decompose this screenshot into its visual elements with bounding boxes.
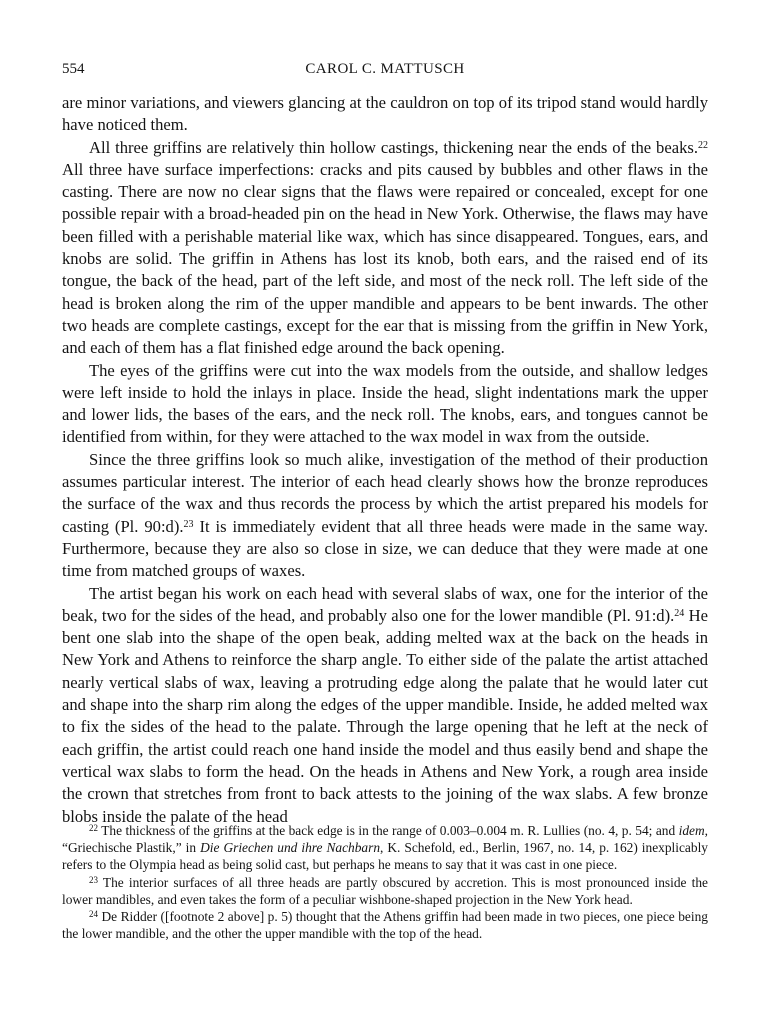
footnote-ref-23[interactable]: 23 bbox=[183, 518, 194, 530]
page-number: 554 bbox=[62, 61, 85, 77]
footnote-text: , “Griechische Plastik,” in bbox=[62, 823, 708, 856]
footnote-ref-22[interactable]: 22 bbox=[698, 139, 708, 151]
paragraph-text: Since the three griffins look so much alike, investigation of the method of their production assumes particular interest. The interior of each head clearly shows how the bronze reproduces the surface of the wax and thus records the process by which the artist prepared his models for casting (Pl. 90:d). bbox=[62, 449, 708, 536]
footnote-number: 24 bbox=[89, 909, 98, 920]
paragraph-text: are minor variations, and viewers glancing at the cauldron on top of its tripod stand would hardly have noticed them. bbox=[62, 93, 708, 135]
paragraph-text: The eyes of the griffins were cut into the wax models from the outside, and shallow ledges were left inside to hold the inlays in place. Inside the head, slight indentations mark the upper and lower lids, the bases of the ears, and the neck roll. The knobs, ears, and tongues cannot be identified from within, for they were attached to the wax model in wax from the outside. bbox=[62, 360, 708, 447]
footnote-23 bbox=[62, 874, 708, 908]
paragraph bbox=[62, 449, 708, 583]
footnote-ref-24[interactable]: 24 bbox=[674, 607, 685, 619]
body-text bbox=[62, 92, 708, 828]
page-header bbox=[62, 57, 708, 81]
paragraph bbox=[62, 137, 708, 360]
footnote-22 bbox=[62, 822, 708, 874]
footnote-number: 23 bbox=[89, 874, 98, 885]
running-head: CAROL C. MATTUSCH bbox=[305, 61, 465, 77]
footnote-text: The thickness of the griffins at the back edge is in the range of 0.003–0.004 m. R. Lullies (no. 4, p. 54; and bbox=[98, 823, 679, 838]
paragraph bbox=[62, 92, 708, 137]
paragraph-text: It is immediately evident that all three heads were made in the same way. Furthermore, because they are also so close in size, we can deduce that they were made at one time from matched groups of waxes. bbox=[62, 516, 708, 581]
footnote-text: , K. Schefold, ed., Berlin, 1967, no. 14, p. 162) inexplicably refers to the Olympia head as being solid cast, but perhaps he means to say that it was cast in one piece. bbox=[62, 840, 708, 873]
paragraph bbox=[62, 583, 708, 828]
paragraph-text: All three griffins are relatively thin hollow castings, thickening near the ends of the beaks. bbox=[89, 137, 698, 157]
paragraph-text: He bent one slab into the shape of the open beak, adding melted wax at the back on the heads in New York and Athens to reinforce the sharp angle. To either side of the palate the artist attached nearly vertical slabs of wax, leaving a protruding edge along the palate that he would later cut and shape into the sharp rim along the edges of the upper mandible. Inside, he added melted wax to fix the sides of the head to the palate. Through the large opening that he left at the neck of each griffin, the artist could reach one hand inside the model and thus easily bend and shape the vertical wax slabs to form the head. On the heads in Athens and New York, a rough area inside the crown that stretches from front to back attests to the joining of the wax slabs. A few bronze blobs inside the palate of the head bbox=[62, 605, 708, 826]
paragraph-text: All three have surface imperfections: cracks and pits caused by bubbles and other flaws in the casting. There are now no clear signs that the flaws were repaired or concealed, except for one possible repair with a broad-headed pin on the head in New York. Otherwise, the flaws may have been filled with a perishable material like wax, which has since disappeared. Tongues, ears, and knobs are solid. The griffin in Athens has lost its knob, both ears, and the raised end of its tongue, the back of the head, part of the left side, and most of the neck roll. The left side of the head is broken along the rim of the upper mandible and appears to be bent inwards. The other two heads are complete castings, except for the ear that is missing from the griffin in New York, and each of them has a flat finished edge around the back opening. bbox=[62, 159, 708, 358]
paragraph-text: The artist began his work on each head with several slabs of wax, one for the interior of the beak, two for the sides of the head, and probably also one for the lower mandible (Pl. 91:d). bbox=[62, 583, 708, 625]
footnote-text: The interior surfaces of all three heads are partly obscured by accretion. This is most pronounced inside the lower mandibles, and even takes the form of a peculiar wishbone-shaped projection in the New York head. bbox=[62, 874, 708, 907]
footnote-number: 22 bbox=[89, 823, 98, 833]
footnote-italic: Die Griechen und ihre Nachbarn bbox=[200, 840, 381, 856]
paragraph bbox=[62, 360, 708, 449]
footnotes bbox=[62, 822, 708, 942]
footnote-24 bbox=[62, 908, 708, 942]
footnote-italic: idem bbox=[678, 823, 705, 838]
footnote-text: De Ridder ([footnote 2 above] p. 5) thought that the Athens griffin had been made in two pieces, one piece being the lower mandible, and the other the upper mandible with the top of the head. bbox=[62, 909, 708, 942]
